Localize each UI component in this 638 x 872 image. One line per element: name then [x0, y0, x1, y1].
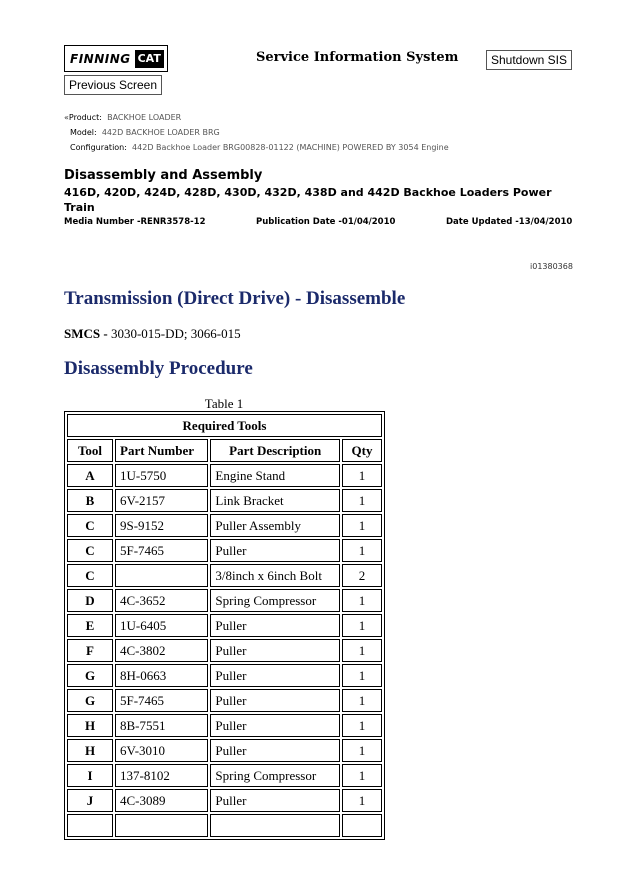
qty-cell: 1: [342, 539, 382, 562]
required-tools-table: [64, 411, 385, 840]
table-caption: Table 1: [204, 396, 244, 411]
tool-cell: G: [67, 689, 113, 712]
qty-cell: 1: [342, 664, 382, 687]
qty-cell: 1: [342, 614, 382, 637]
configuration-line: [70, 143, 449, 152]
previous-screen-button[interactable]: Previous Screen: [64, 75, 162, 95]
product-key: Product:: [68, 113, 102, 122]
model-value: 442D BACKHOE LOADER BRG: [101, 128, 220, 137]
table-row: [67, 564, 382, 587]
document-id: i01380368: [530, 262, 573, 271]
table-row: [67, 589, 382, 612]
tool-cell: G: [67, 664, 113, 687]
page-title: Transmission (Direct Drive) - Disassemble: [64, 288, 406, 309]
empty-cell: [210, 814, 340, 837]
empty-cell: [342, 814, 382, 837]
finning-cat-logo: [64, 45, 168, 72]
tool-cell: I: [67, 764, 113, 787]
table-row: [67, 639, 382, 662]
column-header: Tool: [67, 439, 113, 462]
tool-cell: H: [67, 739, 113, 762]
part-description-cell: Puller: [210, 664, 340, 687]
table-row: [67, 664, 382, 687]
table-row: [67, 514, 382, 537]
qty-cell: 1: [342, 689, 382, 712]
column-header: Part Description: [210, 439, 340, 462]
part-description-cell: Spring Compressor: [210, 764, 340, 787]
tool-cell: A: [67, 464, 113, 487]
part-number-cell: 4C-3089: [115, 789, 208, 812]
table-row: [67, 739, 382, 762]
tool-cell: C: [67, 539, 113, 562]
table-row: [67, 489, 382, 512]
part-number-cell: 5F-7465: [115, 689, 208, 712]
table-row: [67, 814, 382, 837]
part-number-cell: 1U-6405: [115, 614, 208, 637]
qty-cell: 1: [342, 739, 382, 762]
tool-cell: F: [67, 639, 113, 662]
qty-cell: 1: [342, 514, 382, 537]
tool-cell: C: [67, 514, 113, 537]
part-number-cell: 9S-9152: [115, 514, 208, 537]
column-header: Qty: [342, 439, 382, 462]
part-description-cell: Puller: [210, 689, 340, 712]
part-description-cell: Puller: [210, 639, 340, 662]
product-line: [64, 113, 181, 122]
tool-cell: J: [67, 789, 113, 812]
smcs-value: 3030-015-DD; 3066-015: [110, 326, 241, 341]
part-number-cell: 5F-7465: [115, 539, 208, 562]
table-row: [67, 539, 382, 562]
table-row: [67, 714, 382, 737]
finning-logo-text: FINNING: [70, 51, 131, 66]
part-description-cell: Puller: [210, 614, 340, 637]
part-description-cell: Puller: [210, 539, 340, 562]
product-value: BACKHOE LOADER: [107, 113, 182, 122]
part-number-cell: 8H-0663: [115, 664, 208, 687]
table-row: [67, 764, 382, 787]
part-description-cell: Puller: [210, 739, 340, 762]
smcs-label: SMCS -: [64, 326, 108, 341]
part-description-cell: Spring Compressor: [210, 589, 340, 612]
collapse-arrows-icon[interactable]: «: [64, 113, 69, 122]
empty-cell: [67, 814, 113, 837]
part-number-cell: 4C-3652: [115, 589, 208, 612]
tool-cell: D: [67, 589, 113, 612]
table-row: [67, 689, 382, 712]
model-key: Model:: [70, 128, 97, 137]
publication-date: Publication Date -01/04/2010: [256, 217, 396, 227]
configuration-value: 442D Backhoe Loader BRG00828-01122 (MACHINE) POWERED BY 3054 Engine: [132, 143, 449, 152]
qty-cell: 1: [342, 764, 382, 787]
table-row: [67, 464, 382, 487]
column-header: Part Number: [115, 439, 208, 462]
part-description-cell: Engine Stand: [210, 464, 340, 487]
part-number-cell: 137-8102: [115, 764, 208, 787]
table-heading: Required Tools: [67, 414, 382, 437]
qty-cell: 1: [342, 464, 382, 487]
part-number-cell: 6V-2157: [115, 489, 208, 512]
part-number-cell: 4C-3802: [115, 639, 208, 662]
tool-cell: C: [67, 564, 113, 587]
empty-cell: [115, 814, 208, 837]
tool-cell: E: [67, 614, 113, 637]
part-number-cell: 6V-3010: [115, 739, 208, 762]
tool-cell: B: [67, 489, 113, 512]
qty-cell: 1: [342, 489, 382, 512]
table-row: [67, 614, 382, 637]
qty-cell: 2: [342, 564, 382, 587]
part-number-cell: 1U-5750: [115, 464, 208, 487]
procedure-heading: Disassembly Procedure: [64, 358, 253, 379]
app-title: Service Information System: [256, 50, 459, 65]
part-description-cell: Puller: [210, 789, 340, 812]
part-description-cell: Puller: [210, 714, 340, 737]
qty-cell: 1: [342, 714, 382, 737]
part-description-cell: Puller Assembly: [210, 514, 340, 537]
manual-subtitle: 416D, 420D, 424D, 428D, 430D, 432D, 438D and 442D Backhoe Loaders Power Train: [64, 186, 552, 214]
date-updated: Date Updated -13/04/2010: [446, 217, 573, 227]
cat-logo-text: CAT: [135, 50, 164, 68]
model-line: [70, 128, 220, 137]
configuration-key: Configuration:: [70, 143, 127, 152]
qty-cell: 1: [342, 639, 382, 662]
part-description-cell: 3/8inch x 6inch Bolt: [210, 564, 340, 587]
media-number: Media Number -RENR3578-12: [64, 217, 206, 227]
part-number-cell: 8B-7551: [115, 714, 208, 737]
qty-cell: 1: [342, 589, 382, 612]
part-description-cell: Link Bracket: [210, 489, 340, 512]
section-heading: Disassembly and Assembly: [64, 168, 263, 183]
qty-cell: 1: [342, 789, 382, 812]
table-row: [67, 789, 382, 812]
smcs-line: [64, 326, 241, 342]
shutdown-sis-button[interactable]: Shutdown SIS: [486, 50, 572, 70]
part-number-cell: [115, 564, 208, 587]
tool-cell: H: [67, 714, 113, 737]
